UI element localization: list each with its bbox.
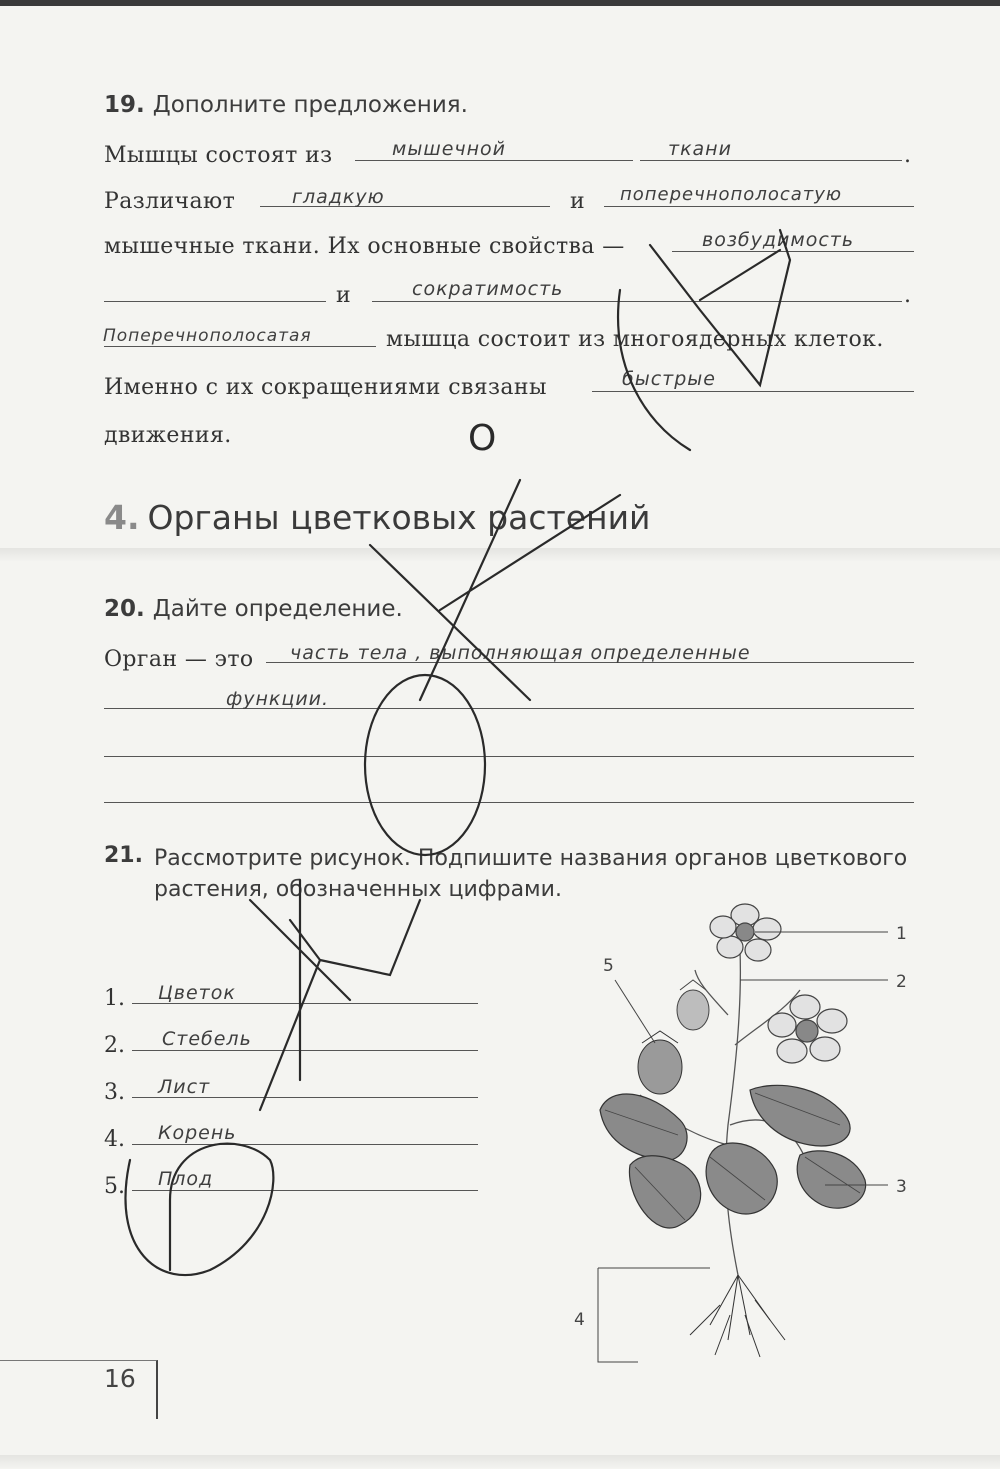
t21-item-1-num: 1. xyxy=(104,986,125,1011)
page-number: 16 xyxy=(104,1364,136,1393)
t21-blank-4[interactable] xyxy=(132,1144,478,1145)
t20-blank-4[interactable] xyxy=(104,802,914,803)
t19-blank-2[interactable] xyxy=(640,160,902,161)
leaf-4 xyxy=(750,1085,850,1146)
section-heading xyxy=(104,498,651,537)
t21-answer-4: Корень xyxy=(158,1122,237,1144)
flower-right xyxy=(768,995,847,1063)
t21-blank-5[interactable] xyxy=(132,1190,478,1191)
scribble-n xyxy=(260,900,420,1110)
figure-label-4: 4 xyxy=(574,1310,585,1330)
leaf-1 xyxy=(600,1094,687,1161)
t19-blank-6[interactable] xyxy=(372,301,902,302)
t19-line2-text: Различают xyxy=(104,189,236,214)
t20-answer-line1: часть тела , выполняющая определенные xyxy=(290,642,751,664)
t21-item-2-num: 2. xyxy=(104,1033,125,1058)
scan-shade-bottom xyxy=(0,1455,1000,1469)
t19-blank-1[interactable] xyxy=(355,160,633,161)
stem-main xyxy=(726,950,740,1275)
t19-answer-3: гладкую xyxy=(292,186,385,208)
t19-line6-text: Именно с их сокращениями связаны xyxy=(104,375,547,400)
t19-line4-and: и xyxy=(336,283,352,308)
section-number: 4. xyxy=(104,498,140,537)
t21-answer-1: Цветок xyxy=(158,982,236,1004)
task-19-heading xyxy=(104,92,468,118)
t19-line1-text: Мышцы состоят из xyxy=(104,143,333,168)
t19-line7-text: движения. xyxy=(104,423,232,448)
roots xyxy=(690,1275,785,1357)
figure-label-5: 5 xyxy=(603,956,614,976)
t19-line2-and: и xyxy=(570,189,586,214)
task-19-title: Дополните предложения. xyxy=(152,92,468,118)
t19-blank-5[interactable] xyxy=(672,251,914,252)
t21-blank-2[interactable] xyxy=(132,1050,478,1051)
t19-line5-text: мышца состоит из многоядерных клеток. xyxy=(386,327,884,352)
t19-answer-8: быстрые xyxy=(622,368,716,390)
t20-answer-line2: функции. xyxy=(226,688,330,710)
figure-label-3: 3 xyxy=(896,1177,907,1197)
t20-blank-3[interactable] xyxy=(104,756,914,757)
t19-line3-text: мышечные ткани. Их основные свойства — xyxy=(104,234,625,259)
t19-answer-4: поперечнополосатую xyxy=(620,184,843,205)
figure-label-1: 1 xyxy=(896,924,907,944)
task-21-number: 21. xyxy=(104,843,143,868)
bracket-4 xyxy=(598,1268,638,1362)
t19-blank-8[interactable] xyxy=(592,391,914,392)
t19-answer-6: сократимость xyxy=(412,278,564,300)
t20-line1-text: Орган — это xyxy=(104,647,254,672)
leaf-5 xyxy=(797,1151,865,1208)
t21-item-5-num: 5. xyxy=(104,1174,125,1199)
t21-answer-5: Плод xyxy=(158,1168,214,1190)
t21-answer-2: Стебель xyxy=(162,1028,252,1050)
t21-answer-3: Лист xyxy=(158,1076,211,1098)
t21-item-4-num: 4. xyxy=(104,1127,125,1152)
t19-blank-6a[interactable] xyxy=(104,301,326,302)
t19-blank-7[interactable] xyxy=(104,346,376,347)
task-20-title: Дайте определение. xyxy=(152,596,403,622)
leaves xyxy=(600,1085,866,1228)
task-20-heading xyxy=(104,596,403,622)
t19-answer-7: Поперечнополосатая xyxy=(103,326,312,346)
page-top-edge xyxy=(0,0,1000,6)
task-20-number: 20. xyxy=(104,596,145,622)
task-19-number: 19. xyxy=(104,92,145,118)
t19-line1-period: . xyxy=(904,143,912,168)
t19-answer-5: возбудимость xyxy=(702,229,855,251)
section-title-text: Органы цветковых растений xyxy=(147,498,651,537)
strawberry-plant-figure xyxy=(560,895,920,1375)
leader-5 xyxy=(615,980,655,1043)
berry-fruit xyxy=(638,1031,682,1094)
scribble-large-o xyxy=(365,675,485,855)
t19-blank-4[interactable] xyxy=(604,206,914,207)
task-21-text: Рассмотрите рисунок. Подпишите названия органов цветкового растения, обозначенных цифрами. xyxy=(154,846,908,902)
scribble-small-o: О xyxy=(468,418,497,459)
leaf-2 xyxy=(629,1156,700,1228)
leaf-3 xyxy=(706,1143,777,1214)
t19-line4-period: . xyxy=(904,283,912,308)
figure-label-2: 2 xyxy=(896,972,907,992)
t21-item-3-num: 3. xyxy=(104,1080,125,1105)
scribble-v xyxy=(650,230,790,385)
t19-answer-2: ткани xyxy=(668,138,732,160)
scan-shade xyxy=(0,548,1000,562)
scribble-bottom-loop xyxy=(125,1144,273,1275)
t19-answer-1: мышечной xyxy=(392,138,507,160)
